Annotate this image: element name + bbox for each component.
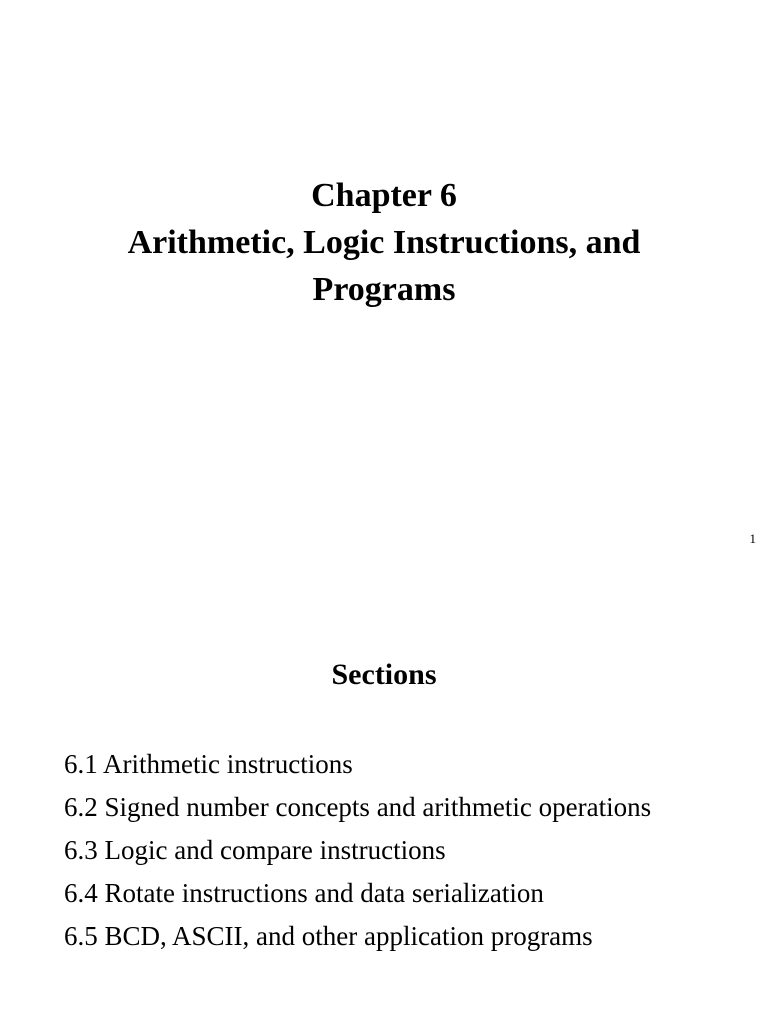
- sections-heading: Sections: [331, 658, 437, 691]
- section-item: 6.2 Signed number concepts and arithmetic operations: [64, 792, 652, 822]
- chapter-title-line: Arithmetic, Logic Instructions, and: [127, 224, 641, 261]
- chapter-title-line: Programs: [312, 271, 456, 308]
- section-item: 6.4 Rotate instructions and data serialization: [64, 878, 544, 908]
- section-list: [64, 746, 744, 961]
- chapter-title: [0, 172, 768, 313]
- section-item: 6.3 Logic and compare instructions: [64, 835, 446, 865]
- sections-slide: [0, 560, 768, 1024]
- section-item: 6.5 BCD, ASCII, and other application programs: [64, 921, 593, 951]
- section-item: 6.1 Arithmetic instructions: [64, 749, 353, 779]
- page-number: 1: [749, 531, 756, 546]
- chapter-title-line: Chapter 6: [311, 177, 457, 214]
